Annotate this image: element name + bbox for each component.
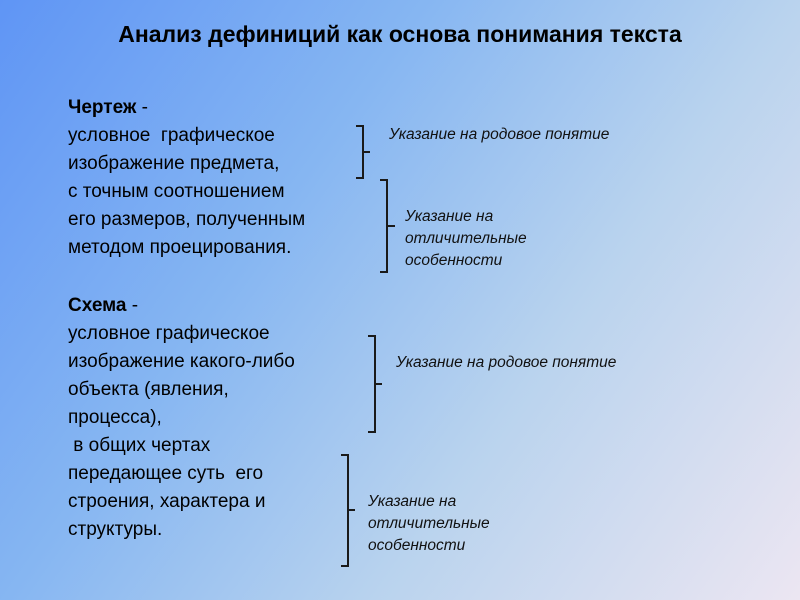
term-dash: - — [126, 295, 139, 316]
definition-line: процесса), — [68, 407, 162, 428]
definition-line: его размеров, полученным — [68, 209, 306, 230]
definition-line: строения, характера и — [68, 491, 266, 512]
definition-line: структуры. — [68, 519, 163, 540]
slide-title: Анализ дефиниций как основа понимания текста — [118, 21, 682, 47]
definition-line: изображение какого-либо — [68, 351, 295, 372]
definition-line: с точным соотношением — [68, 181, 285, 202]
definition-line: в общих чертах — [68, 435, 211, 456]
definition-line: методом проецирования. — [68, 237, 292, 258]
right-brace — [380, 180, 395, 272]
right-brace — [356, 126, 370, 178]
annotation-genus: Указание на родовое понятие — [389, 126, 610, 143]
annotation-features: Указание на отличительные особенности — [405, 208, 527, 269]
right-brace — [341, 455, 355, 566]
right-brace — [368, 336, 382, 432]
definition-line: изображение предмета, — [68, 153, 280, 174]
term-dash: - — [136, 97, 148, 118]
definition-term: Схема — [68, 295, 127, 316]
definition-line: условное графическое — [68, 323, 270, 344]
annotation-genus: Указание на родовое понятие — [396, 354, 617, 371]
definition-term: Чертеж — [68, 97, 137, 118]
definition-line: условное графическое — [68, 125, 275, 146]
definition-line: передающее суть его — [68, 463, 264, 484]
annotation-features: Указание на отличительные особенности — [368, 493, 490, 554]
definition-line: объекта (явления, — [68, 379, 229, 400]
